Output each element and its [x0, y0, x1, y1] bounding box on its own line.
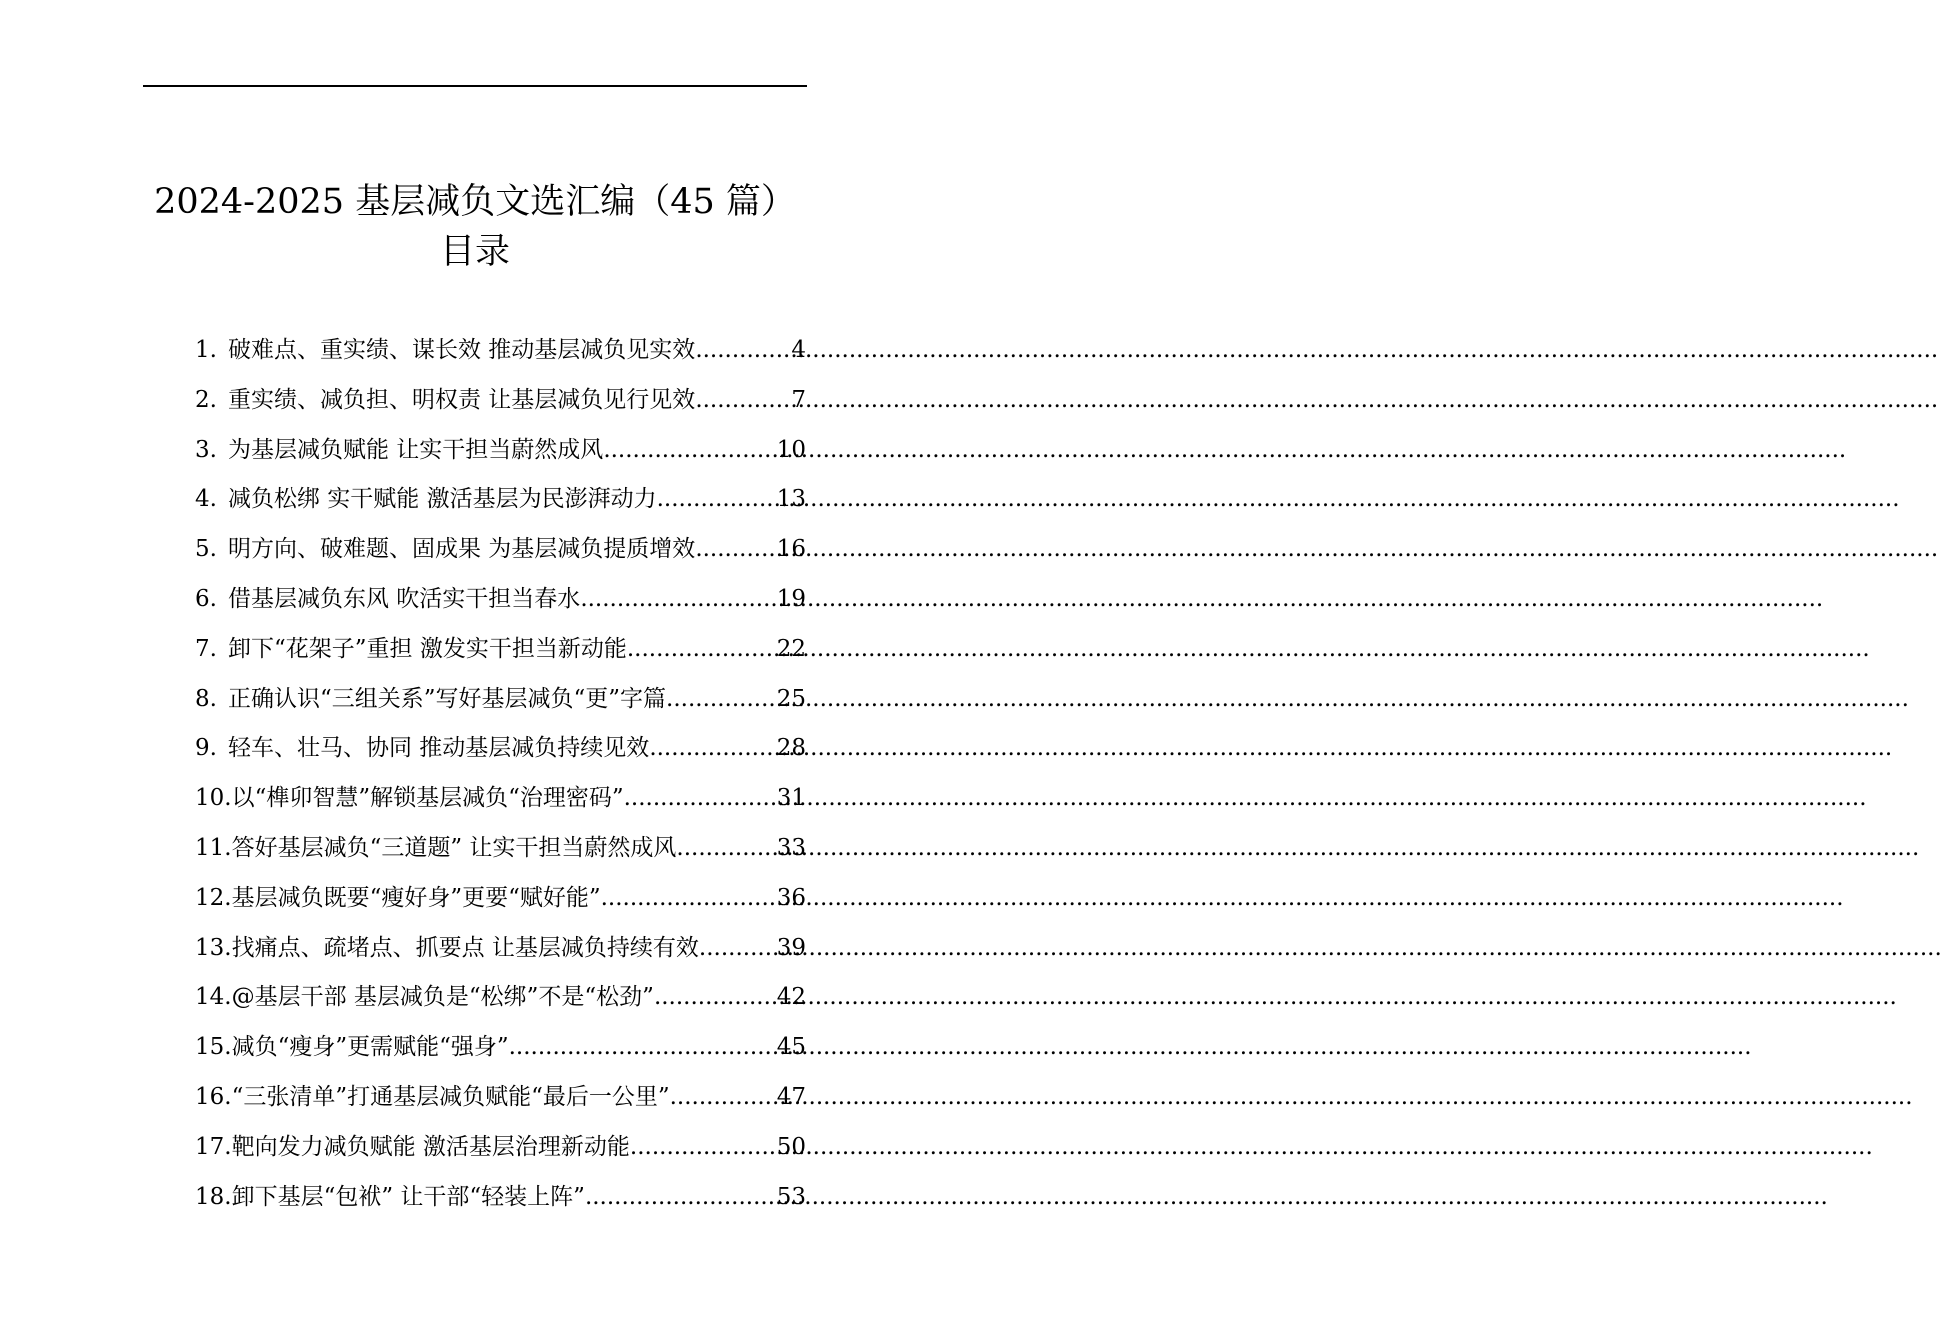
toc-entry-title: 借基层减负东风 吹活实干担当春水: [228, 585, 581, 612]
toc-dot-leader: [670, 1073, 777, 1123]
toc-entry-title: “三张清单”打通基层减负赋能“最后一公里”: [231, 1083, 670, 1110]
toc-entry-number: 2.: [195, 386, 217, 413]
toc-dot-leader: [580, 575, 776, 625]
toc-entry-number: 18.: [195, 1183, 232, 1210]
toc-entry-title: 减负“瘦身”更需赋能“强身”: [231, 1034, 509, 1061]
toc-entry[interactable]: [195, 874, 806, 924]
toc-entry[interactable]: [195, 426, 806, 476]
toc-entry-title: 为基层减负赋能 让实干担当蔚然成风: [228, 436, 604, 463]
toc-entry-number: 8.: [195, 685, 217, 712]
toc-entry[interactable]: [195, 575, 806, 625]
table-of-contents: [195, 326, 806, 1222]
toc-entry-title: 以“榫卯智慧”解锁基层减负“治理密码”: [231, 785, 624, 812]
toc-dot-leader: [695, 525, 776, 575]
toc-entry[interactable]: [195, 475, 806, 525]
toc-entry-number: 10.: [195, 785, 232, 812]
header-rule: [143, 85, 807, 87]
toc-entry-number: 16.: [195, 1083, 232, 1110]
toc-heading: 目录: [439, 232, 510, 272]
toc-page-number: 39: [776, 934, 806, 961]
toc-page-number: 16: [776, 536, 806, 563]
toc-entry-title: 靶向发力减负赋能 激活基层治理新动能: [231, 1133, 630, 1160]
toc-entry-title: 答好基层减负“三道题” 让实干担当蔚然成风: [231, 834, 677, 861]
toc-page-number: 19: [776, 585, 806, 612]
toc-page-number: 25: [776, 685, 806, 712]
toc-page-number: 50: [776, 1133, 806, 1160]
toc-page-number: 7: [791, 386, 806, 413]
toc-entry[interactable]: [195, 525, 806, 575]
toc-entry[interactable]: [195, 774, 806, 824]
toc-entry-number: 9.: [195, 735, 217, 762]
toc-dot-leader: [654, 973, 777, 1023]
document-title: 2024-2025 基层减负文选汇编（45 篇）: [154, 182, 796, 222]
toc-dot-leader: [695, 326, 791, 376]
toc-dot-leader: [509, 1023, 777, 1073]
toc-dot-leader: [676, 824, 776, 874]
toc-page-number: 31: [776, 785, 806, 812]
toc-entry-title: 重实绩、减负担、明权责 让基层减负见行见效: [228, 386, 696, 413]
toc-entry[interactable]: [195, 1023, 806, 1073]
toc-dot-leader: [666, 675, 777, 725]
toc-page-number: 47: [776, 1083, 806, 1110]
toc-dot-leader: [695, 376, 791, 426]
toc-page-number: 53: [776, 1183, 806, 1210]
toc-entry-number: 14.: [195, 984, 232, 1011]
toc-entry[interactable]: [195, 924, 806, 974]
toc-entry-number: 12.: [195, 884, 232, 911]
toc-page-number: 10: [776, 436, 806, 463]
toc-page-number: 33: [776, 834, 806, 861]
toc-entry-title: 卸下基层“包袱” 让干部“轻装上阵”: [231, 1183, 585, 1210]
toc-dot-leader: [649, 724, 776, 774]
toc-entry[interactable]: [195, 824, 806, 874]
toc-dot-leader: [585, 1173, 777, 1223]
toc-entry-title: 基层减负既要“瘦好身”更要“赋好能”: [231, 884, 601, 911]
toc-entry-number: 1.: [195, 337, 217, 363]
toc-dot-leader: [657, 475, 777, 525]
toc-entry-title: 明方向、破难题、固成果 为基层减负提质增效: [228, 536, 696, 563]
toc-page-number: 13: [776, 486, 806, 513]
toc-entry-number: 13.: [195, 934, 232, 961]
toc-entry-title: 轻车、壮马、协同 推动基层减负持续见效: [228, 735, 650, 762]
toc-entry[interactable]: [195, 675, 806, 725]
toc-entry-number: 17.: [195, 1133, 232, 1160]
toc-entry[interactable]: [195, 1123, 806, 1173]
toc-entry-title: 破难点、重实绩、谋长效 推动基层减负见实效: [228, 337, 696, 363]
toc-page-number: 28: [776, 735, 806, 762]
toc-page-number: 36: [776, 884, 806, 911]
toc-entry-title: 减负松绑 实干赋能 激活基层为民澎湃动力: [228, 486, 657, 513]
toc-page-number: 22: [776, 635, 806, 662]
toc-page-number: 45: [776, 1034, 806, 1061]
toc-dot-leader: [601, 874, 777, 924]
toc-entry[interactable]: [195, 1173, 806, 1223]
toc-entry-number: 3.: [195, 436, 217, 463]
toc-entry[interactable]: [195, 326, 806, 376]
toc-entry-number: 4.: [195, 486, 217, 513]
toc-entry[interactable]: [195, 1073, 806, 1123]
toc-dot-leader: [630, 1123, 777, 1173]
toc-entry-title: 找痛点、疏堵点、抓要点 让基层减负持续有效: [231, 934, 699, 961]
toc-page-number: 4: [791, 337, 806, 363]
toc-entry[interactable]: [195, 724, 806, 774]
toc-entry-title: 卸下“花架子”重担 激发实干担当新动能: [228, 635, 627, 662]
toc-entry-number: 5.: [195, 536, 217, 563]
toc-entry[interactable]: [195, 973, 806, 1023]
toc-entry-number: 6.: [195, 585, 217, 612]
toc-entry[interactable]: [195, 625, 806, 675]
toc-entry-title: @基层干部 基层减负是“松绑”不是“松劲”: [231, 984, 654, 1011]
toc-entry-number: 7.: [195, 635, 217, 662]
toc-entry-number: 15.: [195, 1034, 232, 1061]
toc-dot-leader: [624, 774, 777, 824]
toc-page-number: 42: [776, 984, 806, 1011]
toc-dot-leader: [603, 426, 776, 476]
toc-entry[interactable]: [195, 376, 806, 426]
toc-dot-leader: [627, 625, 777, 675]
toc-dot-leader: [699, 924, 777, 974]
toc-entry-number: 11.: [195, 834, 232, 861]
toc-entry-title: 正确认识“三组关系”写好基层减负“更”字篇: [228, 685, 667, 712]
